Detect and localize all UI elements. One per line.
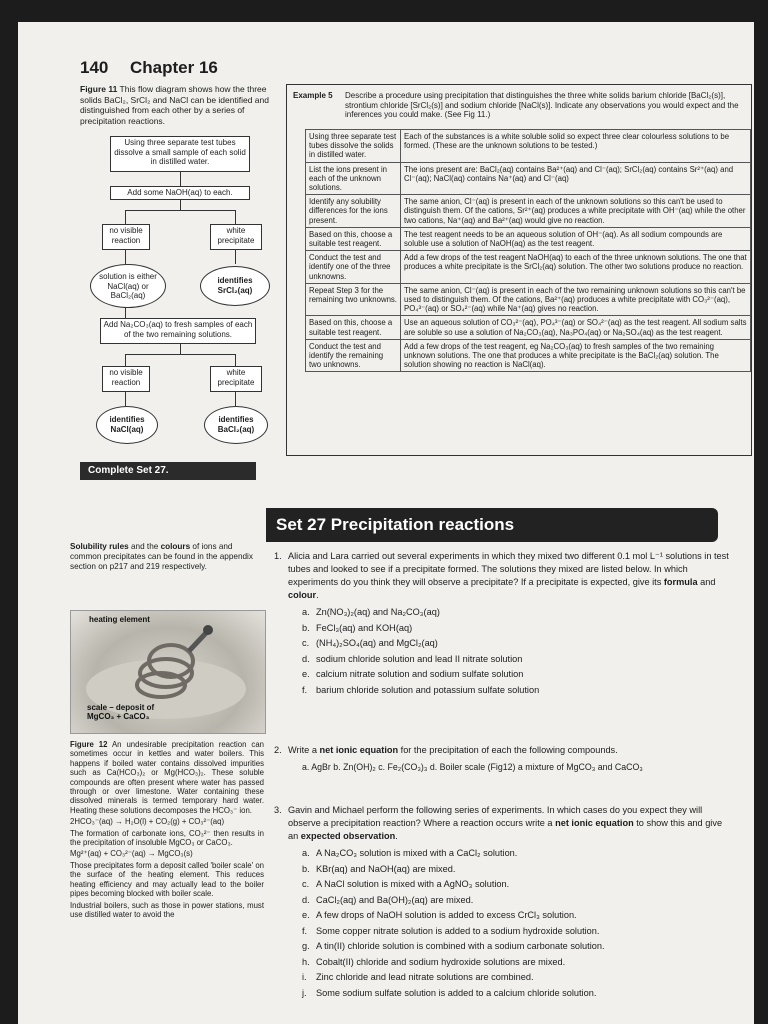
item-text: A tin(II) chloride solution is combined with a sodium carbonate solution. [316, 941, 605, 951]
list-item [302, 925, 734, 938]
table-row [306, 339, 751, 372]
list-item [302, 987, 734, 1000]
carbonate-text: The formation of carbonate ions, CO₃²⁻ then results in the precipitation of insoluble MgCO₃ or CaCO₃. [70, 828, 264, 848]
item-letter: j. [302, 987, 307, 998]
item-text: Zinc chloride and lead nitrate solutions are combined. [316, 972, 534, 982]
question-text [288, 744, 734, 757]
q2-bold-net-ionic: net ionic equation [319, 745, 399, 755]
question-3 [274, 804, 734, 1002]
set-27-title: Set 27 Precipitation reactions [266, 508, 718, 542]
flow-no-reaction-1: no visible reaction [102, 224, 150, 250]
item-text: Some copper nitrate solution is added to a sodium hydroxide solution. [316, 925, 600, 936]
item-text: FeCl₃(aq) and KOH(aq) [316, 622, 413, 633]
q1-bold-formula: formula [663, 577, 698, 587]
question-text [288, 804, 734, 843]
flow-white-ppt-2: white precipitate [210, 366, 262, 392]
q1-text-b: and [697, 577, 716, 587]
heating-element-photo [70, 610, 266, 734]
step-cell: Based on this, choose a suitable test reagent. [306, 316, 401, 339]
table-row [306, 283, 751, 316]
list-item [302, 622, 734, 635]
item-text: barium chloride solution and potassium sulfate solution [316, 684, 540, 695]
example-5-box [286, 84, 752, 456]
question-number: 2. [274, 745, 282, 755]
complete-set-banner: Complete Set 27. [80, 462, 256, 480]
question-2 [274, 744, 734, 774]
item-letter: f. [302, 684, 308, 695]
list-item [302, 971, 734, 984]
item-letter: e. [302, 669, 310, 679]
item-letter: d. [302, 653, 310, 664]
item-text: A NaCl solution is mixed with a AgNO₃ solution. [316, 879, 510, 889]
list-item [302, 878, 734, 891]
boiler-scale-text: Those precipitates form a deposit called 'boiler scale' on the surface of the heating element. This reduces heating efficiency and may actually lead to the boiler pipes becoming blocked with boiler scale. [70, 860, 264, 899]
question-3-items [302, 847, 734, 1000]
example-5-table [305, 129, 751, 372]
flow-box-add-na2co3: Add Na₂CO₃(aq) to fresh samples of each of the two remaining solutions. [100, 318, 256, 344]
item-text: Zn(NO₃)₂(aq) and Na₂CO₃(aq) [316, 607, 440, 617]
item-text: (NH₄)₂SO₄(aq) and MgCl₂(aq) [316, 638, 438, 648]
q1-bold-colour: colour [288, 590, 317, 600]
solubility-note-text: and the [128, 542, 161, 551]
item-text: A few drops of NaOH solution is added to excess CrCl₃ solution. [316, 910, 577, 920]
chapter-title: Chapter 16 [130, 58, 218, 77]
flow-no-reaction-2: no visible reaction [102, 366, 150, 392]
q3-text-c: . [395, 831, 398, 841]
step-cell: Conduct the test and identify one of the three unknowns. [306, 251, 401, 284]
item-letter: a. [302, 607, 310, 617]
list-item [302, 956, 734, 969]
flow-oval-srcl2: identifies SrCl₂(aq) [200, 266, 270, 306]
item-text: calcium nitrate solution and sodium sulfate solution [316, 669, 524, 679]
figure-11-text: This flow diagram shows how the three solids BaCl₂, SrCl₂ and NaCl can be identified and distinguished from each other by a series of precipitation reactions. [80, 84, 269, 126]
detail-cell: The same anion, Cl⁻(aq) is present in each of the two remaining unknown solutions so this can't be used to distinguish them. Of the cations, Ba²⁺(aq) produces a white precipitate with CO₃²⁻(aq), PO₄³⁻(aq) or SO₄²⁻(aq) while Na⁺(aq) gives no reaction. [401, 283, 751, 316]
detail-cell: Add a few drops of the test reagent, eg Na₂CO₃(aq) to fresh samples of the two remaining unknown solutions. The one that produces a white precipitate is the BaCl₂(aq) solution. The solution showing no reaction is NaCl(aq). [401, 339, 751, 372]
figure-11-label: Figure 11 [80, 84, 118, 94]
equation-1: 2HCO₃⁻(aq) → H₂O(l) + CO₂(g) + CO₃²⁻(aq) [70, 817, 225, 827]
item-letter: f. [302, 925, 308, 936]
list-item [302, 684, 734, 697]
question-number: 1. [274, 551, 282, 561]
table-row [306, 130, 751, 163]
item-text: Cobalt(II) chloride and sodium hydroxide solutions are mixed. [316, 956, 566, 967]
list-item [302, 894, 734, 907]
step-cell: Based on this, choose a suitable test reagent. [306, 227, 401, 250]
list-item [302, 606, 734, 619]
figure-12-text: An undesirable precipitation reaction can sometimes occur in kettles and water boilers. This happens if boiled water contains dissolved impurities such as Ca(HCO₃)₂ or Mg(HCO₃)₂. These soluble compounds are often present where water has passed through or over limestone. Water containing these dissolved minerals is termed temporary hard water. Heating these solutions decomposes the HCO₃⁻ ion. [70, 740, 264, 815]
item-letter: b. [302, 622, 310, 633]
detail-cell: The test reagent needs to be an aqueous solution of OH⁻(aq). As all sodium compounds are soluble use a solution of NaOH(aq) as the test reagent. [401, 227, 751, 250]
example-5-intro: Describe a procedure using precipitation that distinguishes the three white solids barium chloride [BaCl₂(s)], strontium chloride [SrCl₂(s)] and sodium chloride [NaCl(s)]. Indicate any observations you would expect and the inferences you could make. (See Fig 11.) [345, 91, 739, 119]
step-cell: List the ions present in each of the unknown solutions. [306, 162, 401, 195]
photo-label-scale: scale – deposit of MgCO₃ + CaCO₃ [87, 703, 155, 721]
table-row [306, 195, 751, 228]
item-letter: d. [302, 894, 310, 905]
equation-2: Mg²⁺(aq) + CO₃²⁻(aq) → MgCO₃(s) [70, 849, 193, 859]
q1-text-a: Alicia and Lara carried out several experiments in which they mixed two different 0.1 mol L⁻¹ solutions in test tubes and looked to see if a precipitate formed. The solutions they mixed are listed below. In which experiments do you think they will observe a precipitate? If a precipitate is expected, give its [288, 551, 729, 587]
figure-11-caption [80, 84, 280, 126]
item-text: CaCl₂(aq) and Ba(OH)₂(aq) are mixed. [316, 894, 474, 905]
question-number: 3. [274, 805, 282, 815]
item-letter: g. [302, 941, 310, 951]
step-cell: Identify any solubility differences for the ions present. [306, 195, 401, 228]
flow-box-add-naoh: Add some NaOH(aq) to each. [110, 186, 250, 200]
list-item [302, 668, 734, 681]
detail-cell: Each of the substances is a white soluble solid so expect three clear colourless solutions to be formed. (These are the unknown solutions to be tested.) [401, 130, 751, 163]
solubility-note-rest: of ions and common precipitates can be found in the appendix section on p217 and 219 respectively. [70, 542, 253, 571]
detail-cell: The same anion, Cl⁻(aq) is present in each of the unknown solutions so this can't be used to distinguish them. Of the cations, Sr²⁺(aq) produces a white precipitate with OH⁻(aq) while the other two cations, Na⁺(aq) and Ba²⁺(aq) would give no reaction. [401, 195, 751, 228]
flow-oval-bacl2: identifies BaCl₂(aq) [204, 406, 268, 444]
q2-text-b: for the precipitation of each the following compounds. [398, 745, 618, 755]
item-letter: c. [302, 879, 310, 889]
step-cell: Conduct the test and identify the remaining two unknowns. [306, 339, 401, 372]
list-item [302, 863, 734, 876]
industrial-boiler-text: Industrial boilers, such as those in power stations, must use distilled water to avoid the [70, 900, 264, 919]
q3-bold-observation: expected observation [300, 831, 396, 841]
list-item [302, 940, 734, 953]
flow-box-dissolve: Using three separate test tubes dissolve a small sample of each solid in distilled water. [110, 136, 250, 172]
item-text: KBr(aq) and NaOH(aq) are mixed. [316, 863, 456, 874]
item-letter: h. [302, 956, 310, 967]
figure-12-label: Figure 12 [70, 740, 108, 749]
q1-text-c: . [316, 590, 319, 600]
question-1 [274, 550, 734, 699]
page-number: 140 [80, 58, 109, 77]
question-text [288, 550, 734, 602]
figure-12-caption [70, 740, 264, 921]
q2-text-a: Write a [288, 745, 320, 755]
list-item [302, 847, 734, 860]
photo-label-heating-element: heating element [89, 615, 150, 624]
item-letter: a. [302, 848, 310, 858]
item-letter: c. [302, 638, 310, 648]
detail-cell: Use an aqueous solution of CO₃²⁻(aq), PO₄³⁻(aq) or SO₄²⁻(aq) as the test reagent. All sodium salts are soluble so use a solution of Na₂CO₃(aq), Na₃PO₄(aq) or Na₂SO₄(aq) as the test reagent. [401, 316, 751, 339]
example-5-title: Example 5 [293, 91, 333, 100]
flowchart [80, 136, 280, 456]
item-letter: b. [302, 863, 310, 874]
detail-cell: Add a few drops of the test reagent NaOH(aq) to each of the three unknown solutions. The one that produces a white precipitate is the SrCl₂(aq) solution. The other two solutions produce no reaction. [401, 251, 751, 284]
textbook-page [18, 22, 754, 1024]
q3-text-b: to show this and give an [288, 818, 723, 841]
item-text: A Na₂CO₃ solution is mixed with a CaCl₂ solution. [316, 848, 518, 858]
flow-white-ppt-1: white precipitate [210, 224, 262, 250]
q3-bold-net-ionic: net ionic equation [555, 818, 634, 828]
item-letter: i. [302, 972, 307, 982]
table-row [306, 316, 751, 339]
list-item [302, 653, 734, 666]
item-text: Some sodium sulfate solution is added to a calcium chloride solution. [316, 987, 597, 998]
flow-oval-nacl: identifies NaCl(aq) [96, 406, 158, 444]
question-1-items [302, 606, 734, 697]
item-text: sodium chloride solution and lead II nitrate solution [316, 653, 523, 664]
step-cell: Repeat Step 3 for the remaining two unknowns. [306, 283, 401, 316]
question-2-items: a. AgBr b. Zn(OH)₂ c. Fe₂(CO₃)₃ d. Boiler scale (Fig12) a mixture of MgCO₃ and CaCO₃ [302, 762, 643, 772]
table-row [306, 162, 751, 195]
list-item [302, 909, 734, 922]
list-item [302, 637, 734, 650]
step-cell: Using three separate test tubes dissolve the solids in distilled water. [306, 130, 401, 163]
flow-oval-either: solution is either NaCl(aq) or BaCl₂(aq) [90, 264, 166, 308]
solubility-note [70, 542, 262, 572]
solubility-note-bold: Solubility rules [70, 542, 129, 551]
colours-bold: colours [160, 542, 191, 551]
table-row [306, 251, 751, 284]
q3-text-a: Gavin and Michael perform the following series of experiments. In which cases do you expect they will observe a precipitation reaction? Where a reaction occurs write a [288, 805, 703, 828]
table-row [306, 227, 751, 250]
detail-cell: The ions present are: BaCl₂(aq) contains Ba²⁺(aq) and Cl⁻(aq); SrCl₂(aq) contains Sr²⁺(aq) and Cl⁻(aq); NaCl(aq) contains Na⁺(aq) and Cl⁻(aq) [401, 162, 751, 195]
item-letter: e. [302, 910, 310, 920]
